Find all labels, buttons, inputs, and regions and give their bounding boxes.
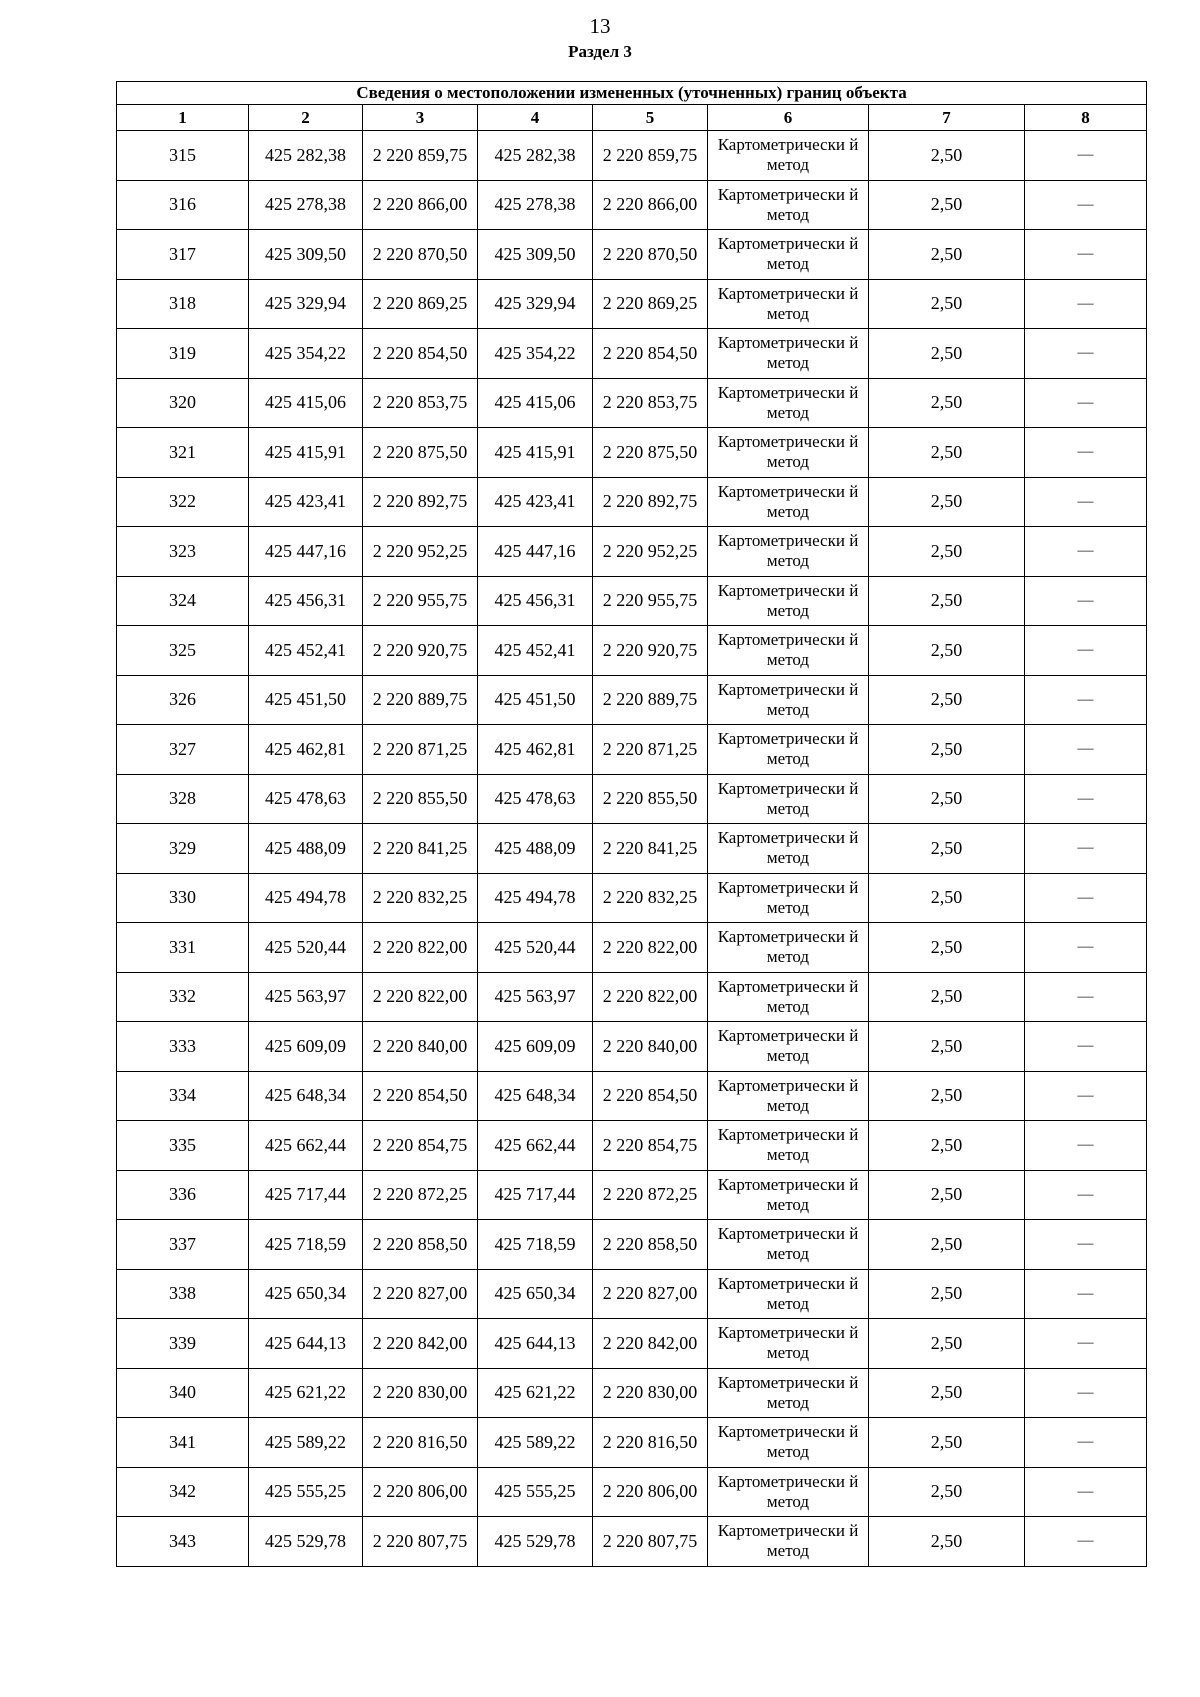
description-cell: —	[1025, 428, 1147, 478]
precision-cell: 2,50	[869, 1319, 1025, 1369]
x-new-cell: 425 529,78	[478, 1517, 593, 1567]
description-cell: —	[1025, 1121, 1147, 1171]
table-row	[117, 1418, 1147, 1468]
section-title: Раздел 3	[568, 42, 632, 61]
x-new-cell: 425 621,22	[478, 1368, 593, 1418]
y-new-cell: 2 220 816,50	[593, 1418, 708, 1468]
point-number-cell: 339	[117, 1319, 249, 1369]
precision-cell: 2,50	[869, 1269, 1025, 1319]
precision-cell: 2,50	[869, 675, 1025, 725]
x-old-cell: 425 529,78	[249, 1517, 363, 1567]
precision-cell: 2,50	[869, 1467, 1025, 1517]
method-cell: Картометрически й метод	[708, 527, 869, 577]
table-row	[117, 1220, 1147, 1270]
precision-cell: 2,50	[869, 378, 1025, 428]
precision-cell: 2,50	[869, 1220, 1025, 1270]
table-row	[117, 675, 1147, 725]
y-old-cell: 2 220 854,50	[363, 329, 478, 379]
x-new-cell: 425 329,94	[478, 279, 593, 329]
method-cell: Картометрически й метод	[708, 1269, 869, 1319]
description-cell: —	[1025, 972, 1147, 1022]
y-old-cell: 2 220 822,00	[363, 923, 478, 973]
table-row	[117, 428, 1147, 478]
method-cell: Картометрически й метод	[708, 329, 869, 379]
point-number-cell: 323	[117, 527, 249, 577]
x-new-cell: 425 648,34	[478, 1071, 593, 1121]
y-old-cell: 2 220 822,00	[363, 972, 478, 1022]
x-new-cell: 425 451,50	[478, 675, 593, 725]
y-old-cell: 2 220 816,50	[363, 1418, 478, 1468]
description-cell: —	[1025, 131, 1147, 181]
x-old-cell: 425 520,44	[249, 923, 363, 973]
y-new-cell: 2 220 807,75	[593, 1517, 708, 1567]
precision-cell: 2,50	[869, 180, 1025, 230]
table-row	[117, 774, 1147, 824]
method-cell: Картометрически й метод	[708, 774, 869, 824]
precision-cell: 2,50	[869, 279, 1025, 329]
point-number-cell: 332	[117, 972, 249, 1022]
description-cell: —	[1025, 824, 1147, 874]
description-cell: —	[1025, 329, 1147, 379]
x-old-cell: 425 563,97	[249, 972, 363, 1022]
y-new-cell: 2 220 806,00	[593, 1467, 708, 1517]
table-row	[117, 527, 1147, 577]
point-number-cell: 336	[117, 1170, 249, 1220]
point-number-cell: 334	[117, 1071, 249, 1121]
x-old-cell: 425 309,50	[249, 230, 363, 280]
y-old-cell: 2 220 840,00	[363, 1022, 478, 1072]
point-number-cell: 331	[117, 923, 249, 973]
y-new-cell: 2 220 871,25	[593, 725, 708, 775]
description-cell: —	[1025, 477, 1147, 527]
method-cell: Картометрически й метод	[708, 1170, 869, 1220]
x-old-cell: 425 415,06	[249, 378, 363, 428]
x-new-cell: 425 309,50	[478, 230, 593, 280]
description-cell: —	[1025, 873, 1147, 923]
y-new-cell: 2 220 892,75	[593, 477, 708, 527]
method-cell: Картометрически й метод	[708, 725, 869, 775]
column-number: 4	[478, 105, 593, 131]
point-number-cell: 324	[117, 576, 249, 626]
y-old-cell: 2 220 806,00	[363, 1467, 478, 1517]
point-number-cell: 326	[117, 675, 249, 725]
y-old-cell: 2 220 872,25	[363, 1170, 478, 1220]
table-body	[117, 131, 1147, 1567]
y-new-cell: 2 220 866,00	[593, 180, 708, 230]
y-old-cell: 2 220 841,25	[363, 824, 478, 874]
x-old-cell: 425 718,59	[249, 1220, 363, 1270]
y-old-cell: 2 220 807,75	[363, 1517, 478, 1567]
x-new-cell: 425 718,59	[478, 1220, 593, 1270]
point-number-cell: 338	[117, 1269, 249, 1319]
precision-cell: 2,50	[869, 1170, 1025, 1220]
point-number-cell: 321	[117, 428, 249, 478]
table-row	[117, 626, 1147, 676]
y-new-cell: 2 220 841,25	[593, 824, 708, 874]
table-row	[117, 329, 1147, 379]
x-new-cell: 425 278,38	[478, 180, 593, 230]
column-number: 8	[1025, 105, 1147, 131]
description-cell: —	[1025, 774, 1147, 824]
precision-cell: 2,50	[869, 1071, 1025, 1121]
x-old-cell: 425 462,81	[249, 725, 363, 775]
point-number-cell: 337	[117, 1220, 249, 1270]
x-new-cell: 425 415,91	[478, 428, 593, 478]
x-new-cell: 425 456,31	[478, 576, 593, 626]
precision-cell: 2,50	[869, 1517, 1025, 1567]
x-old-cell: 425 555,25	[249, 1467, 363, 1517]
table-row	[117, 477, 1147, 527]
method-cell: Картометрически й метод	[708, 477, 869, 527]
x-old-cell: 425 282,38	[249, 131, 363, 181]
point-number-cell: 329	[117, 824, 249, 874]
description-cell: —	[1025, 675, 1147, 725]
table-row	[117, 131, 1147, 181]
precision-cell: 2,50	[869, 774, 1025, 824]
method-cell: Картометрически й метод	[708, 972, 869, 1022]
method-cell: Картометрически й метод	[708, 279, 869, 329]
y-old-cell: 2 220 854,75	[363, 1121, 478, 1171]
x-old-cell: 425 621,22	[249, 1368, 363, 1418]
precision-cell: 2,50	[869, 576, 1025, 626]
y-old-cell: 2 220 827,00	[363, 1269, 478, 1319]
method-cell: Картометрически й метод	[708, 230, 869, 280]
x-new-cell: 425 650,34	[478, 1269, 593, 1319]
y-new-cell: 2 220 875,50	[593, 428, 708, 478]
method-cell: Картометрически й метод	[708, 873, 869, 923]
x-new-cell: 425 494,78	[478, 873, 593, 923]
precision-cell: 2,50	[869, 131, 1025, 181]
point-number-cell: 333	[117, 1022, 249, 1072]
x-old-cell: 425 648,34	[249, 1071, 363, 1121]
table-row	[117, 1071, 1147, 1121]
description-cell: —	[1025, 1022, 1147, 1072]
y-old-cell: 2 220 920,75	[363, 626, 478, 676]
y-new-cell: 2 220 854,75	[593, 1121, 708, 1171]
precision-cell: 2,50	[869, 725, 1025, 775]
table-title: Сведения о местоположении измененных (уточненных) границ объекта	[117, 82, 1147, 105]
y-new-cell: 2 220 859,75	[593, 131, 708, 181]
page-number: 13	[589, 14, 611, 38]
table-row	[117, 1121, 1147, 1171]
x-old-cell: 425 644,13	[249, 1319, 363, 1369]
description-cell: —	[1025, 725, 1147, 775]
method-cell: Картометрически й метод	[708, 1418, 869, 1468]
method-cell: Картометрически й метод	[708, 131, 869, 181]
y-old-cell: 2 220 871,25	[363, 725, 478, 775]
y-new-cell: 2 220 840,00	[593, 1022, 708, 1072]
x-old-cell: 425 478,63	[249, 774, 363, 824]
x-old-cell: 425 488,09	[249, 824, 363, 874]
precision-cell: 2,50	[869, 626, 1025, 676]
y-old-cell: 2 220 853,75	[363, 378, 478, 428]
y-new-cell: 2 220 853,75	[593, 378, 708, 428]
point-number-cell: 317	[117, 230, 249, 280]
x-new-cell: 425 520,44	[478, 923, 593, 973]
x-new-cell: 425 354,22	[478, 329, 593, 379]
x-new-cell: 425 662,44	[478, 1121, 593, 1171]
point-number-cell: 319	[117, 329, 249, 379]
y-old-cell: 2 220 842,00	[363, 1319, 478, 1369]
description-cell: —	[1025, 1220, 1147, 1270]
point-number-cell: 330	[117, 873, 249, 923]
point-number-cell: 335	[117, 1121, 249, 1171]
precision-cell: 2,50	[869, 1121, 1025, 1171]
description-cell: —	[1025, 527, 1147, 577]
y-old-cell: 2 220 870,50	[363, 230, 478, 280]
x-new-cell: 425 488,09	[478, 824, 593, 874]
method-cell: Картометрически й метод	[708, 923, 869, 973]
x-new-cell: 425 589,22	[478, 1418, 593, 1468]
y-new-cell: 2 220 842,00	[593, 1319, 708, 1369]
x-new-cell: 425 423,41	[478, 477, 593, 527]
precision-cell: 2,50	[869, 1368, 1025, 1418]
y-new-cell: 2 220 822,00	[593, 923, 708, 973]
table-row	[117, 972, 1147, 1022]
column-number: 3	[363, 105, 478, 131]
point-number-cell: 325	[117, 626, 249, 676]
point-number-cell: 315	[117, 131, 249, 181]
method-cell: Картометрически й метод	[708, 1319, 869, 1369]
description-cell: —	[1025, 923, 1147, 973]
x-new-cell: 425 415,06	[478, 378, 593, 428]
column-number: 6	[708, 105, 869, 131]
description-cell: —	[1025, 576, 1147, 626]
y-old-cell: 2 220 855,50	[363, 774, 478, 824]
method-cell: Картометрически й метод	[708, 1022, 869, 1072]
x-old-cell: 425 452,41	[249, 626, 363, 676]
table-row	[117, 1467, 1147, 1517]
point-number-cell: 322	[117, 477, 249, 527]
description-cell: —	[1025, 378, 1147, 428]
x-old-cell: 425 415,91	[249, 428, 363, 478]
precision-cell: 2,50	[869, 1022, 1025, 1072]
method-cell: Картометрически й метод	[708, 1220, 869, 1270]
x-new-cell: 425 555,25	[478, 1467, 593, 1517]
x-old-cell: 425 717,44	[249, 1170, 363, 1220]
x-new-cell: 425 447,16	[478, 527, 593, 577]
table-row	[117, 1517, 1147, 1567]
table-row	[117, 725, 1147, 775]
y-new-cell: 2 220 827,00	[593, 1269, 708, 1319]
x-old-cell: 425 447,16	[249, 527, 363, 577]
point-number-cell: 328	[117, 774, 249, 824]
precision-cell: 2,50	[869, 824, 1025, 874]
table-row	[117, 230, 1147, 280]
y-new-cell: 2 220 854,50	[593, 329, 708, 379]
method-cell: Картометрически й метод	[708, 1071, 869, 1121]
x-old-cell: 425 456,31	[249, 576, 363, 626]
precision-cell: 2,50	[869, 477, 1025, 527]
y-old-cell: 2 220 889,75	[363, 675, 478, 725]
y-new-cell: 2 220 870,50	[593, 230, 708, 280]
description-cell: —	[1025, 1269, 1147, 1319]
table-row	[117, 180, 1147, 230]
precision-cell: 2,50	[869, 230, 1025, 280]
y-new-cell: 2 220 955,75	[593, 576, 708, 626]
point-number-cell: 327	[117, 725, 249, 775]
x-old-cell: 425 609,09	[249, 1022, 363, 1072]
description-cell: —	[1025, 1319, 1147, 1369]
description-cell: —	[1025, 279, 1147, 329]
point-number-cell: 343	[117, 1517, 249, 1567]
point-number-cell: 316	[117, 180, 249, 230]
column-number: 1	[117, 105, 249, 131]
y-old-cell: 2 220 858,50	[363, 1220, 478, 1270]
table-row	[117, 279, 1147, 329]
x-old-cell: 425 329,94	[249, 279, 363, 329]
column-number: 2	[249, 105, 363, 131]
table-row	[117, 923, 1147, 973]
method-cell: Картометрически й метод	[708, 626, 869, 676]
description-cell: —	[1025, 1418, 1147, 1468]
coordinates-table	[116, 81, 1147, 1567]
x-old-cell: 425 451,50	[249, 675, 363, 725]
point-number-cell: 320	[117, 378, 249, 428]
precision-cell: 2,50	[869, 873, 1025, 923]
y-new-cell: 2 220 920,75	[593, 626, 708, 676]
method-cell: Картометрически й метод	[708, 824, 869, 874]
point-number-cell: 340	[117, 1368, 249, 1418]
x-new-cell: 425 717,44	[478, 1170, 593, 1220]
x-old-cell: 425 494,78	[249, 873, 363, 923]
precision-cell: 2,50	[869, 329, 1025, 379]
precision-cell: 2,50	[869, 972, 1025, 1022]
y-new-cell: 2 220 869,25	[593, 279, 708, 329]
precision-cell: 2,50	[869, 1418, 1025, 1468]
x-new-cell: 425 452,41	[478, 626, 593, 676]
description-cell: —	[1025, 1071, 1147, 1121]
y-new-cell: 2 220 830,00	[593, 1368, 708, 1418]
point-number-cell: 342	[117, 1467, 249, 1517]
x-old-cell: 425 662,44	[249, 1121, 363, 1171]
table-row	[117, 1319, 1147, 1369]
point-number-cell: 341	[117, 1418, 249, 1468]
y-new-cell: 2 220 858,50	[593, 1220, 708, 1270]
y-new-cell: 2 220 952,25	[593, 527, 708, 577]
y-old-cell: 2 220 892,75	[363, 477, 478, 527]
y-old-cell: 2 220 859,75	[363, 131, 478, 181]
y-new-cell: 2 220 832,25	[593, 873, 708, 923]
precision-cell: 2,50	[869, 428, 1025, 478]
method-cell: Картометрически й метод	[708, 1467, 869, 1517]
description-cell: —	[1025, 1170, 1147, 1220]
description-cell: —	[1025, 1368, 1147, 1418]
x-new-cell: 425 609,09	[478, 1022, 593, 1072]
y-old-cell: 2 220 955,75	[363, 576, 478, 626]
y-old-cell: 2 220 869,25	[363, 279, 478, 329]
x-old-cell: 425 278,38	[249, 180, 363, 230]
description-cell: —	[1025, 180, 1147, 230]
y-old-cell: 2 220 830,00	[363, 1368, 478, 1418]
precision-cell: 2,50	[869, 527, 1025, 577]
table-row	[117, 873, 1147, 923]
y-new-cell: 2 220 855,50	[593, 774, 708, 824]
method-cell: Картометрически й метод	[708, 1121, 869, 1171]
y-new-cell: 2 220 889,75	[593, 675, 708, 725]
x-old-cell: 425 423,41	[249, 477, 363, 527]
y-old-cell: 2 220 854,50	[363, 1071, 478, 1121]
y-new-cell: 2 220 872,25	[593, 1170, 708, 1220]
method-cell: Картометрически й метод	[708, 428, 869, 478]
y-new-cell: 2 220 854,50	[593, 1071, 708, 1121]
description-cell: —	[1025, 1517, 1147, 1567]
table-row	[117, 1022, 1147, 1072]
table-row	[117, 1170, 1147, 1220]
table-row	[117, 576, 1147, 626]
column-number: 7	[869, 105, 1025, 131]
y-old-cell: 2 220 875,50	[363, 428, 478, 478]
x-new-cell: 425 644,13	[478, 1319, 593, 1369]
y-old-cell: 2 220 832,25	[363, 873, 478, 923]
method-cell: Картометрически й метод	[708, 180, 869, 230]
x-old-cell: 425 354,22	[249, 329, 363, 379]
description-cell: —	[1025, 1467, 1147, 1517]
method-cell: Картометрически й метод	[708, 675, 869, 725]
x-new-cell: 425 478,63	[478, 774, 593, 824]
description-cell: —	[1025, 626, 1147, 676]
column-number: 5	[593, 105, 708, 131]
method-cell: Картометрически й метод	[708, 1517, 869, 1567]
table-row	[117, 824, 1147, 874]
y-new-cell: 2 220 822,00	[593, 972, 708, 1022]
method-cell: Картометрически й метод	[708, 1368, 869, 1418]
x-old-cell: 425 589,22	[249, 1418, 363, 1468]
point-number-cell: 318	[117, 279, 249, 329]
y-old-cell: 2 220 866,00	[363, 180, 478, 230]
x-new-cell: 425 282,38	[478, 131, 593, 181]
method-cell: Картометрически й метод	[708, 378, 869, 428]
x-old-cell: 425 650,34	[249, 1269, 363, 1319]
precision-cell: 2,50	[869, 923, 1025, 973]
x-new-cell: 425 563,97	[478, 972, 593, 1022]
method-cell: Картометрически й метод	[708, 576, 869, 626]
y-old-cell: 2 220 952,25	[363, 527, 478, 577]
description-cell: —	[1025, 230, 1147, 280]
x-new-cell: 425 462,81	[478, 725, 593, 775]
table-row	[117, 1269, 1147, 1319]
table-row	[117, 1368, 1147, 1418]
table-row	[117, 378, 1147, 428]
